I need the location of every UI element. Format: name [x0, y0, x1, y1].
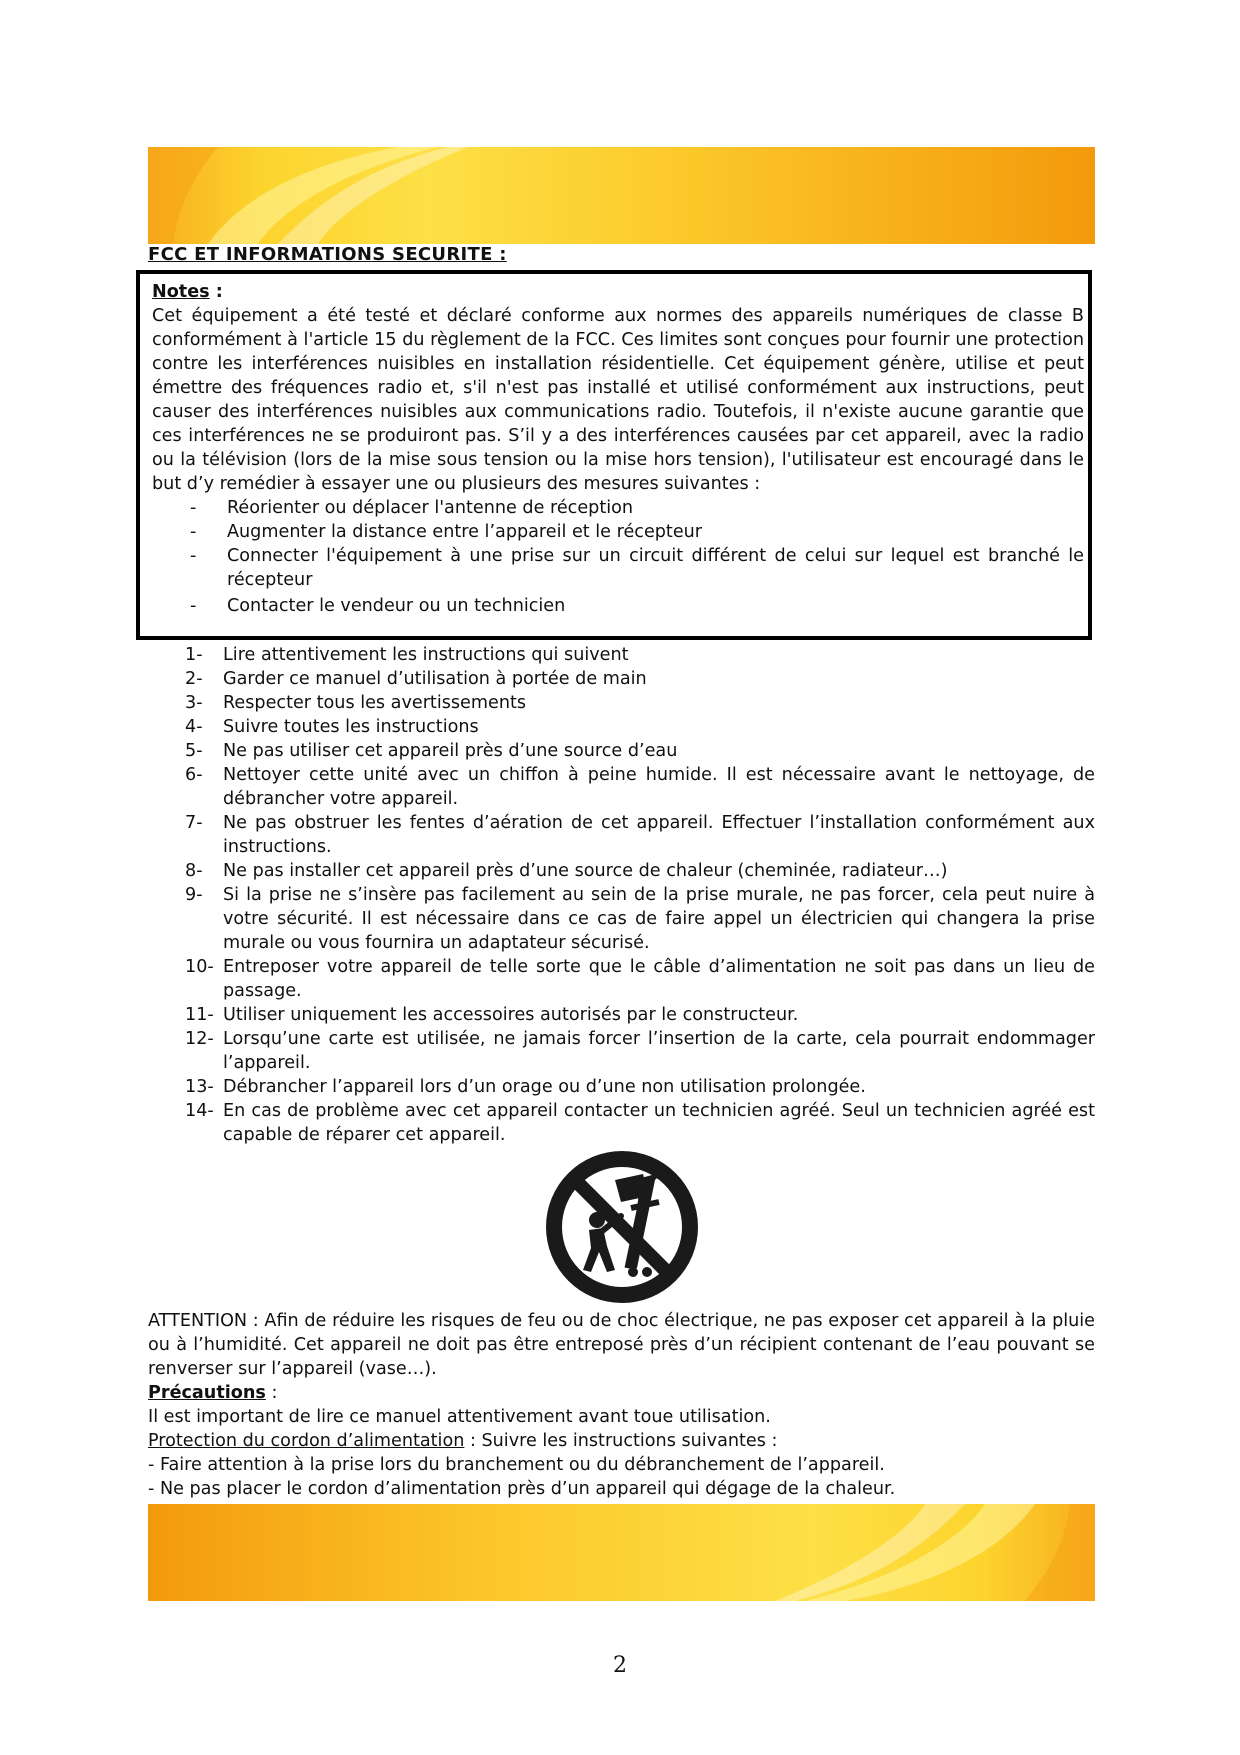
list-item: - Connecter l'équipement à une prise sur un circuit différent de celui sur lequel est branché le récepteur: [190, 546, 1084, 590]
safety-instructions-list: [148, 643, 1095, 1147]
list-item: 7- Ne pas obstruer les fentes d’aération de cet appareil. Effectuer l’installation conformément aux instructions.: [185, 813, 1095, 857]
notes-paragraph: Cet équipement a été testé et déclaré conforme aux normes des appareils numériques de classe B conformément à l'article 15 du règlement de la FCC. Ces limites sont conçues pour fournir une protection contre les interférences nuisibles en installation résidentielle. Cet équipement génère, utilise et peut émettre des fréquences radio et, s'il n'est pas installé et utilisé conformément aux instructions, peut causer des interférences nuisibles aux communications radio. Toutefois, il n'existe aucune garantie que ces interférences ne se produiront pas. S’il y a des interférences causées par cet appareil, avec la radio ou la télévision (lors de la mise sous tension ou la mise hors tension), l'utilisateur est encouragé dans le but d’y remédier à essayer une ou plusieurs des mesures suivantes :: [152, 306, 1084, 494]
list-item: 3- Respecter tous les avertissements: [185, 693, 527, 713]
no-cart-tipover-icon: [545, 1150, 699, 1304]
bottom-decorative-banner: [148, 1504, 1095, 1601]
precaution-line: - Faire attention à la prise lors du branchement ou du débranchement de l’appareil.: [148, 1455, 885, 1475]
list-item: 9- Si la prise ne s’insère pas facilement au sein de la prise murale, ne pas forcer, cela peut nuire à votre sécurité. Il est nécessaire dans ce cas de faire appel un électricien qui changera la prise murale ou vous fournira un adaptateur sécurisé.: [185, 885, 1095, 953]
page-heading: FCC ET INFORMATIONS SECURITE :: [148, 244, 507, 265]
list-item: - Contacter le vendeur ou un technicien: [190, 596, 566, 616]
list-item: 4- Suivre toutes les instructions: [185, 717, 479, 737]
attention-and-precautions: [148, 1309, 1095, 1501]
list-item: - Réorienter ou déplacer l'antenne de réception: [190, 498, 634, 518]
list-item: 10- Entreposer votre appareil de telle sorte que le câble d’alimentation ne soit pas dans un lieu de passage.: [185, 957, 1095, 1001]
precautions-intro: Il est important de lire ce manuel attentivement avant toue utilisation.: [148, 1407, 771, 1427]
page-number: 2: [613, 1653, 627, 1678]
list-item: 2- Garder ce manuel d’utilisation à portée de main: [185, 669, 647, 689]
cord-protection-line: Protection du cordon d’alimentation : Suivre les instructions suivantes :: [148, 1431, 778, 1451]
fcc-notes-box: [136, 270, 1092, 640]
precaution-line: - Ne pas placer le cordon d’alimentation près d’un appareil qui dégage de la chaleur.: [148, 1479, 896, 1499]
list-item: - Augmenter la distance entre l’appareil et le récepteur: [190, 522, 703, 542]
precautions-title: Précautions :: [148, 1383, 278, 1403]
list-item: 1- Lire attentivement les instructions qui suivent: [185, 645, 629, 665]
attention-paragraph: ATTENTION : Afin de réduire les risques de feu ou de choc électrique, ne pas exposer cet appareil à la pluie ou à l’humidité. Cet appareil ne doit pas être entreposé près d’un récipient contenant de l’eau pouvant se renverser sur l’appareil (vase…).: [148, 1311, 1095, 1379]
list-item: 6- Nettoyer cette unité avec un chiffon à peine humide. Il est nécessaire avant le nettoyage, de débrancher votre appareil.: [185, 765, 1095, 809]
list-item: 8- Ne pas installer cet appareil près d’une source de chaleur (cheminée, radiateur…): [185, 861, 948, 881]
list-item: 5- Ne pas utiliser cet appareil près d’une source d’eau: [185, 741, 678, 761]
top-decorative-banner: [148, 147, 1095, 244]
list-item: 11- Utiliser uniquement les accessoires autorisés par le constructeur.: [185, 1005, 799, 1025]
list-item: 13- Débrancher l’appareil lors d’un orage ou d’une non utilisation prolongée.: [185, 1077, 866, 1097]
list-item: 14- En cas de problème avec cet appareil contacter un technicien agréé. Seul un technicien agréé est capable de réparer cet appareil.: [185, 1101, 1095, 1145]
notes-title: Notes :: [152, 282, 223, 302]
notes-measures-list: [152, 496, 1084, 618]
list-item: 12- Lorsqu’une carte est utilisée, ne jamais forcer l’insertion de la carte, cela pourrait endommager l’appareil.: [185, 1029, 1095, 1073]
